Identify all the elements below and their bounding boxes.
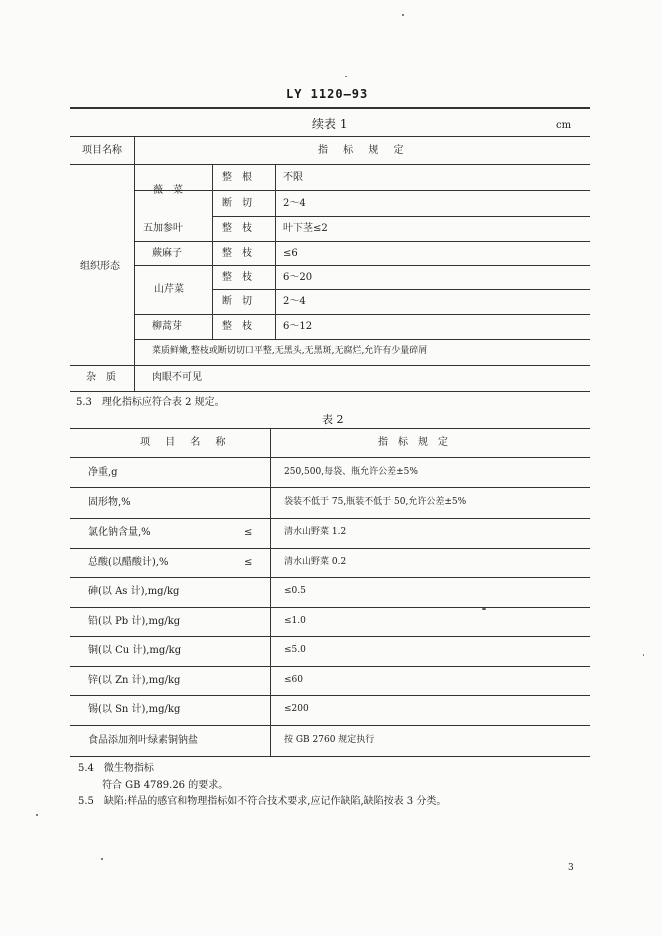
t2-rule — [70, 428, 590, 429]
t1-rule — [135, 339, 590, 340]
t2-item-value: ≤0.5 — [284, 586, 306, 596]
t2-item-name: 铜(以 Cu 计),mg/kg — [88, 645, 182, 656]
t2-rule — [70, 756, 590, 757]
t1-plant: 山芹菜 — [154, 284, 184, 295]
t2-rule — [70, 577, 590, 578]
t1-plant: 柳蒿芽 — [152, 321, 182, 332]
t1-value: 6～20 — [283, 272, 313, 283]
t2-rule — [270, 428, 271, 756]
t2-rule — [70, 457, 590, 458]
t2-item-name: 锡(以 Sn 计),mg/kg — [88, 704, 181, 715]
t2-item-value: ≤5.0 — [284, 645, 306, 655]
section-5-5: 5.5 缺陷:样品的感官和物理指标如不符合技术要求,应记作缺陷,缺陷按表 3 分类。 — [78, 796, 447, 807]
t2-item-value: 按 GB 2760 规定执行 — [284, 735, 375, 745]
t2-symbol: ≤ — [244, 557, 253, 568]
t2-item-value: 袋装不低于 75,瓶装不低于 50,允许公差±5% — [284, 497, 467, 507]
t1-rule — [70, 136, 590, 137]
t2-item-name: 锌(以 Zn 计),mg/kg — [88, 675, 181, 686]
t2-item-name: 砷(以 As 计),mg/kg — [88, 586, 180, 597]
t2-rule — [70, 487, 590, 488]
scan-speck — [345, 76, 347, 77]
t2-item-name: 食品添加剂叶绿素铜钠盐 — [88, 735, 198, 746]
section-5-3: 5.3 理化指标应符合表 2 规定。 — [76, 397, 225, 408]
scan-speck — [482, 608, 486, 610]
t1-rule — [135, 265, 590, 266]
t1-value: 不限 — [283, 172, 303, 183]
t2-rule — [70, 607, 590, 608]
t1-part: 整 枝 — [222, 223, 252, 234]
section-5-4-body: 符合 GB 4789.26 的要求。 — [102, 780, 229, 791]
t1-rule — [275, 164, 276, 339]
t1-part: 整 枝 — [222, 272, 252, 283]
scan-speck — [101, 858, 103, 860]
t2-rule — [70, 695, 590, 696]
header-rule — [70, 107, 590, 109]
t2-item-name: 总酸(以醋酸计),% — [88, 557, 169, 568]
t1-plant: 蕨麻子 — [152, 248, 182, 259]
t2-rule — [70, 636, 590, 637]
t1-rule — [212, 289, 590, 290]
t2-item-value: 清水山野菜 1.2 — [284, 527, 347, 537]
t1-part: 断 切 — [222, 296, 252, 307]
t1-impurity-label: 杂 质 — [86, 372, 116, 383]
scan-speck — [402, 14, 404, 16]
section-5-4-heading: 5.4 微生物指标 — [78, 763, 154, 774]
scan-speck — [36, 814, 38, 816]
t2-col-name: 项 目 名 称 — [140, 437, 232, 448]
t2-item-name: 固形物,% — [88, 497, 131, 508]
t2-item-value: ≤60 — [284, 675, 303, 685]
t1-plant: 五加参叶 — [143, 223, 183, 234]
t2-rule — [70, 666, 590, 667]
page-number: 3 — [568, 863, 574, 873]
t1-part: 整 枝 — [222, 248, 252, 259]
t2-item-value: 250,500,每袋、瓶允许公差±5% — [284, 467, 418, 477]
t2-rule — [70, 548, 590, 549]
t2-item-name: 氯化钠含量,% — [88, 527, 151, 538]
t1-rule — [70, 365, 590, 366]
table1-caption: 续表 1 — [312, 117, 348, 131]
t1-col-spec: 指 标 规 定 — [318, 145, 410, 156]
t1-impurity-value: 肉眼不可见 — [152, 372, 202, 383]
t1-rule — [70, 391, 590, 392]
t2-col-spec: 指 标 规 定 — [378, 437, 448, 448]
t1-rule — [70, 164, 590, 165]
t1-part: 整 枝 — [222, 321, 252, 332]
t1-value: ≤6 — [283, 248, 298, 259]
t1-group-label: 组织形态 — [80, 261, 120, 272]
t2-rule — [70, 725, 590, 726]
t1-col-name: 项目名称 — [82, 145, 122, 156]
t1-rule — [135, 314, 590, 315]
t2-item-value: ≤200 — [284, 704, 309, 714]
t2-rule — [70, 518, 590, 519]
t1-value: 叶下茎≤2 — [283, 223, 328, 234]
t1-plant: 薇 菜 — [153, 185, 183, 196]
table1-unit: cm — [556, 120, 572, 131]
t1-rule — [212, 216, 590, 217]
t1-rule — [135, 190, 590, 191]
t1-value: 6～12 — [283, 321, 313, 332]
t1-part: 断 切 — [222, 198, 252, 209]
t1-rule — [212, 164, 213, 339]
t2-item-value: ≤1.0 — [284, 616, 306, 626]
t1-value: 2～4 — [283, 198, 306, 209]
document-code: LY 1120—93 — [286, 87, 369, 101]
t1-rule — [134, 136, 135, 391]
t2-item-value: 清水山野菜 0.2 — [284, 557, 347, 567]
t1-rule — [135, 241, 590, 242]
t2-symbol: ≤ — [244, 527, 253, 538]
scan-speck — [643, 654, 644, 656]
table2-caption: 表 2 — [322, 413, 344, 426]
t2-item-name: 铅(以 Pb 计),mg/kg — [88, 616, 181, 627]
t1-note: 菜质鲜嫩,整枝或断切切口平整,无黑头,无黑斑,无腐烂,允许有少量碎屑 — [152, 346, 428, 356]
t1-part: 整 根 — [222, 172, 252, 183]
t1-value: 2～4 — [283, 296, 306, 307]
t2-item-name: 净重,g — [88, 467, 118, 478]
